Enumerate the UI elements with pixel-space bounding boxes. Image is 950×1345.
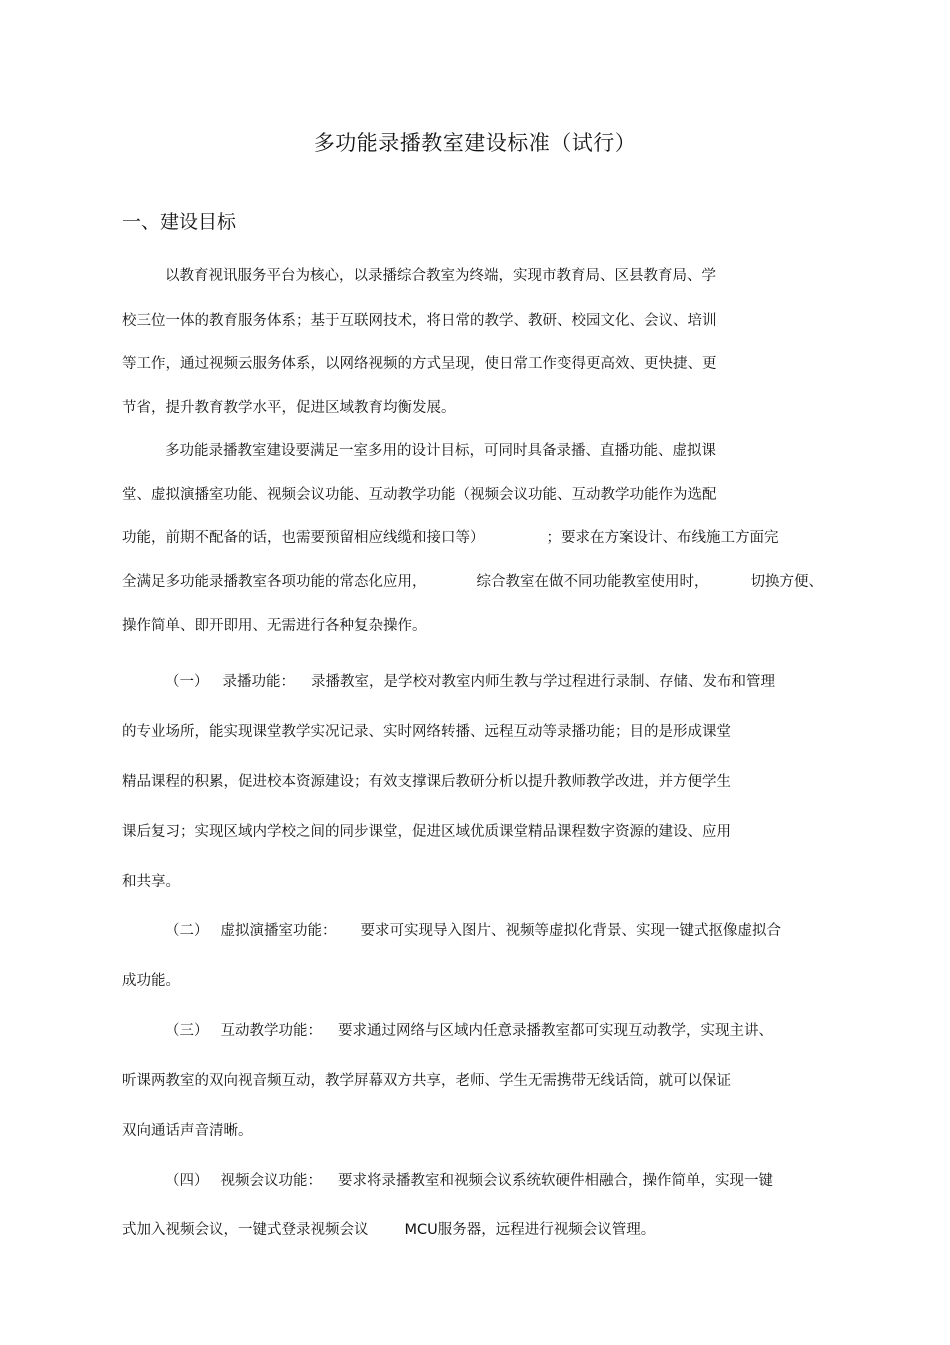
- paragraph-line: 和共享。: [122, 874, 180, 890]
- line-segment: 式加入视频会议，一键式登录视频会议: [122, 1222, 369, 1238]
- paragraph-line: [165, 1020, 773, 1042]
- line-segment: 要求将录播教室和视频会议系统软硬件相融合，操作简单，实现一键: [338, 1173, 773, 1189]
- line-segment: MCU服务器，远程进行视频会议管理。: [404, 1222, 656, 1238]
- paragraph-line: 等工作，通过视频云服务体系，以网络视频的方式呈现，使日常工作变得更高效、更快捷、更: [122, 356, 717, 372]
- paragraph-line: 节省，提升教育教学水平，促进区域教育均衡发展。: [122, 400, 456, 416]
- paragraph-line: [122, 571, 823, 593]
- paragraph-line: [122, 1219, 655, 1241]
- item-number: （二）: [165, 923, 209, 939]
- paragraph-line: 多功能录播教室建设要满足一室多用的设计目标，可同时具备录播、直播功能、虚拟课: [165, 443, 716, 459]
- line-segment: 切换方便、: [750, 574, 823, 590]
- line-segment: 要求可实现导入图片、视频等虚拟化背景、实现一键式抠像虚拟合: [360, 923, 781, 939]
- paragraph-line: 听课两教室的双向视音频互动，教学屏幕双方共享，老师、学生无需携带无线话筒，就可以保证: [122, 1073, 731, 1089]
- paragraph-line: 操作简单、即开即用、无需进行各种复杂操作。: [122, 618, 427, 634]
- document-title: 多功能录播教室建设标准（试行）: [313, 131, 637, 155]
- paragraph-line: 的专业场所，能实现课堂教学实况记录、实时网络转播、远程互动等录播功能；目的是形成课堂: [122, 724, 731, 740]
- line-segment: 全满足多功能录播教室各项功能的常态化应用，: [122, 574, 427, 590]
- section-heading: 一、建设目标: [122, 211, 237, 233]
- paragraph-line: [165, 1170, 773, 1192]
- line-segment: 综合教室在做不同功能教室使用时，: [476, 574, 709, 590]
- item-title: 虚拟演播室功能：: [220, 923, 337, 939]
- item-title: 视频会议功能：: [220, 1173, 322, 1189]
- paragraph-line: [165, 671, 775, 693]
- paragraph-line: 双向通话声音清晰。: [122, 1123, 253, 1139]
- paragraph-line: [122, 527, 779, 549]
- item-number: （四）: [165, 1173, 209, 1189]
- item-title: 录播功能：: [222, 674, 295, 690]
- line-segment: 录播教室，是学校对教室内师生教与学过程进行录制、存储、发布和管理: [311, 674, 775, 690]
- line-segment: 要求通过网络与区域内任意录播教室都可实现互动教学，实现主讲、: [338, 1023, 773, 1039]
- item-title: 互动教学功能：: [220, 1023, 322, 1039]
- paragraph-line: 以教育视讯服务平台为核心，以录播综合教室为终端，实现市教育局、区县教育局、学: [165, 268, 716, 284]
- paragraph-line: 堂、虚拟演播室功能、视频会议功能、互动教学功能（视频会议功能、互动教学功能作为选配: [122, 487, 717, 503]
- item-number: （三）: [165, 1023, 209, 1039]
- line-segment: 功能，前期不配备的话，也需要预留相应线缆和接口等）: [122, 530, 485, 546]
- paragraph-line: 校三位一体的教育服务体系；基于互联网技术，将日常的教学、教研、校园文化、会议、培训: [122, 313, 717, 329]
- paragraph-line: [165, 920, 781, 942]
- item-number: （一）: [165, 674, 209, 690]
- paragraph-line: 课后复习；实现区域内学校之间的同步课堂，促进区域优质课堂精品课程数字资源的建设、应用: [122, 824, 731, 840]
- paragraph-line: 精品课程的积累，促进校本资源建设；有效支撑课后教研分析以提升教师教学改进，并方便学生: [122, 774, 731, 790]
- line-segment: ；要求在方案设计、布线施工方面完: [546, 530, 779, 546]
- paragraph-line: 成功能。: [122, 973, 180, 989]
